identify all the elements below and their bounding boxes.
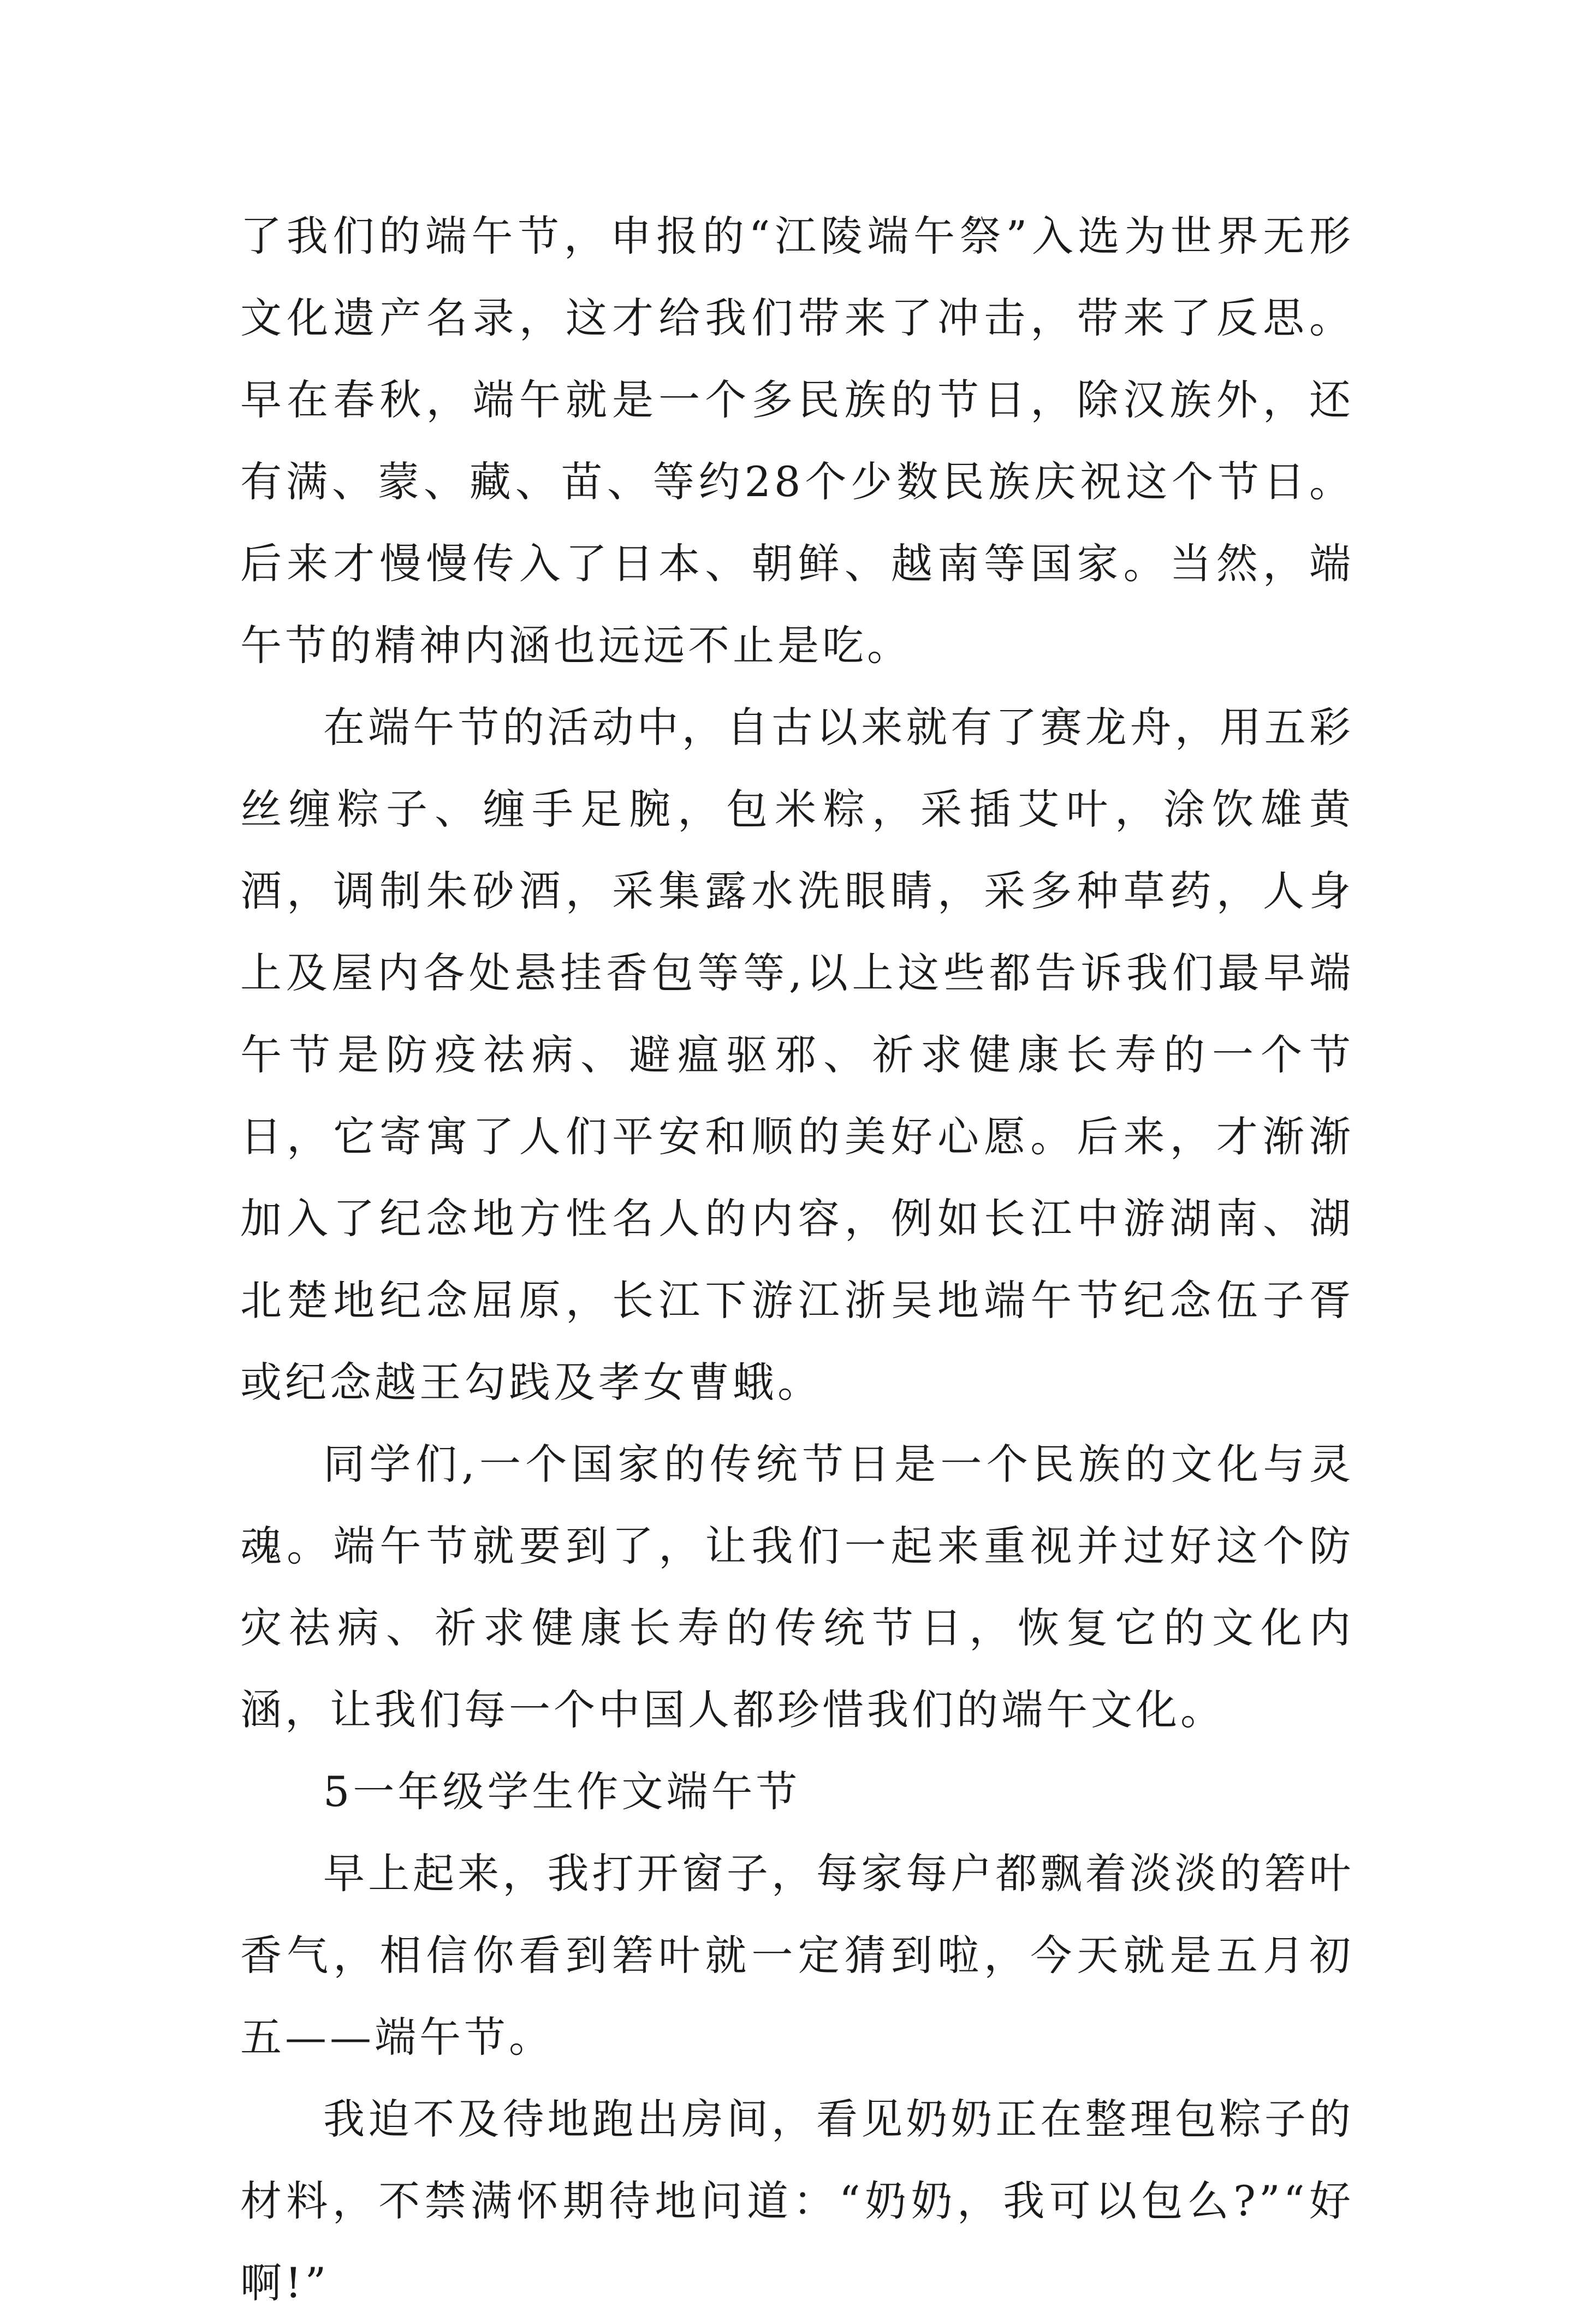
paragraph-grandma: 我迫不及待地跑出房间，看见奶奶正在整理包粽子的材料，不禁满怀期待地问道：“奶奶，我可以包么?”“好啊!” [240,2095,1354,2307]
paragraph-continued: 了我们的端午节，申报的“江陵端午祭”入选为世界无形文化遗产名录，这才给我们带来了冲击，带来了反思。早在春秋，端午就是一个多民族的节日，除汉族外，还有满、蒙、藏、苗、等约28个少数民族庆祝这个节日。后来才慢慢传入了日本、朝鲜、越南等国家。当然，端午节的精神内涵也远远不止是吃。 [240,212,1354,670]
paragraph-conclusion: 同学们,一个国家的传统节日是一个民族的文化与灵魂。端午节就要到了，让我们一起来重视并过好这个防灾祛病、祈求健康长寿的传统节日，恢复它的文化内涵，让我们每一个中国人都珍惜我们的端午文化。 [240,1440,1354,1734]
paragraph-activities: 在端午节的活动中，自古以来就有了赛龙舟，用五彩丝缠粽子、缠手足腕，包米粽，采插艾叶，涂饮雄黄酒，调制朱砂酒，采集露水洗眼睛，采多种草药，人身上及屋内各处悬挂香包等等,以上这些都告诉我们最早端午节是防疫祛病、避瘟驱邪、祈求健康长寿的一个节日，它寄寓了人们平安和顺的美好心愿。后来，才渐渐加入了纪念地方性名人的内容，例如长江中游湖南、湖北楚地纪念屈原，长江下游江浙吴地端午节纪念伍子胥或纪念越王勾践及孝女曹蛾。 [240,703,1354,1407]
section-heading: 5一年级学生作文端午节 [323,1767,801,1816]
paragraph-morning: 早上起来，我打开窗子，每家每户都飘着淡淡的箬叶香气，相信你看到箬叶就一定猜到啦，今天就是五月初五——端午节。 [240,1849,1354,2061]
document-body [240,195,1354,2324]
